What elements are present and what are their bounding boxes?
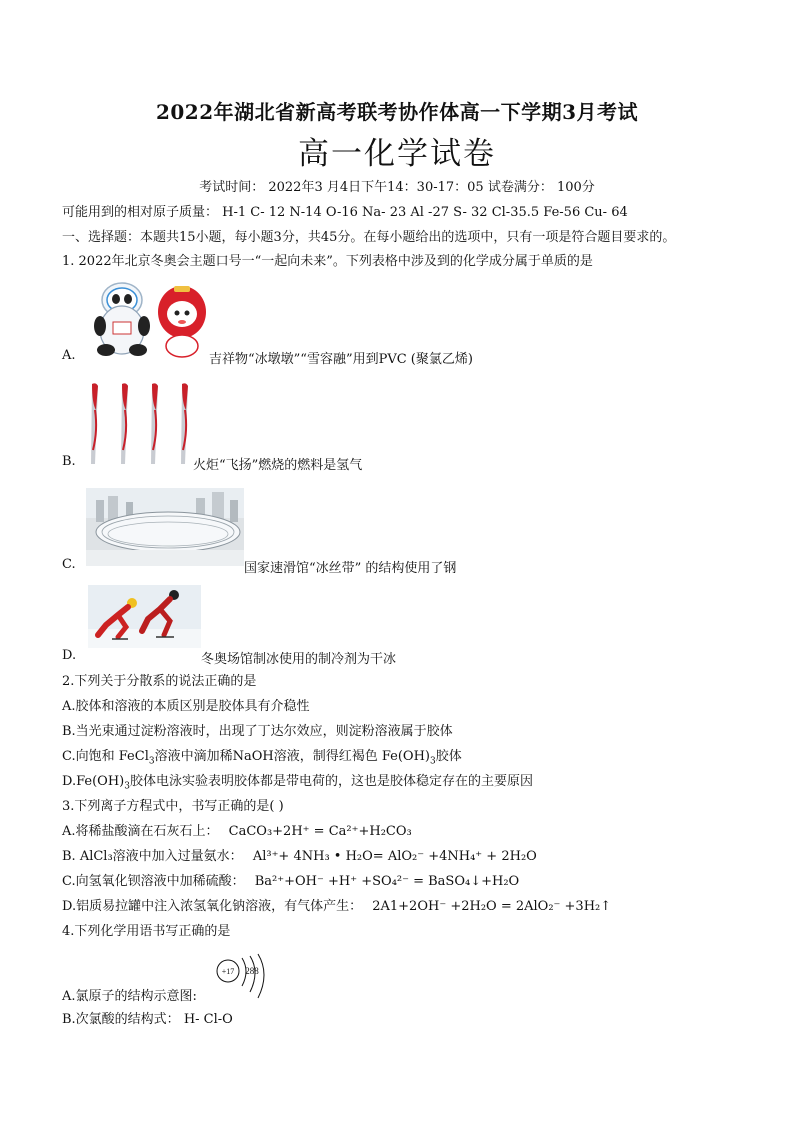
question-2-stem: 2.下列关于分散系的说法正确的是 xyxy=(62,674,257,689)
question-1-stem: 1. 2022年北京冬奥会主题口号一“一起向未来”。下列表格中涉及到的化学成分属于单质的是 xyxy=(62,254,593,269)
exam-time: 考试时间： 2022年3 月4日下午14：30-17：05 试卷满分： 100分 xyxy=(199,180,595,195)
atom-nucleus-label: +17 xyxy=(221,967,235,976)
question-4-stem: 4.下列化学用语书写正确的是 xyxy=(62,924,231,939)
q2-option-d: $D.Fe(OH)_3$胶体电泳实验表明胶体都是带电荷的，这也是胶体稳定存在的主要原因 xyxy=(62,774,533,792)
q1-option-b-letter: B. xyxy=(62,454,76,469)
q2-option-c: C.向饱和 FeCl$_3$溶液中滴加稀NaOH溶液，制得红褐色 $Fe(OH)_3$胶体 xyxy=(62,749,462,767)
q3-option-a: A.将稀盐酸滴在石灰石上： CaCO₃+2H⁺ = Ca²⁺+H₂CO₃ xyxy=(62,824,412,839)
atomic-masses: 可能用到的相对原子质量： H-1 C- 12 N-14 O-16 Na- 23 Al -27 S- 32 Cl-35.5 Fe-56 Cu- 64 xyxy=(62,205,628,220)
q1-option-a-letter: A. xyxy=(62,348,76,363)
q1-option-c-letter: C. xyxy=(62,557,76,572)
q1-option-a-text: 吉祥物“冰墩墩”“雪容融”用到PVC (聚氯乙烯) xyxy=(209,352,473,367)
exam-title: 2022年湖北省新高考联考协作体高一下学期3月考试 xyxy=(155,100,639,124)
q4-option-b: B.次氯酸的结构式： H- Cl-O xyxy=(62,1012,233,1027)
q4-option-a: A.氯原子的结构示意图: xyxy=(62,989,197,1004)
q3-option-c: C.向氢氧化钡溶液中加稀硫酸： Ba²⁺+OH⁻ +H⁺ +SO₄²⁻ = BaSO₄↓+H₂O xyxy=(62,874,520,889)
chlorine-atom-diagram xyxy=(214,952,276,1002)
torches-image xyxy=(86,380,194,468)
q1-option-b-text: 火炬“飞扬”燃烧的燃料是氢气 xyxy=(193,458,363,473)
mascots-image xyxy=(86,282,210,358)
q2-option-b: B.当光束通过淀粉溶液时，出现了丁达尔效应，则淀粉溶液属于胶体 xyxy=(62,724,453,739)
skaters-image xyxy=(88,585,201,648)
q3-option-d: D.铝质易拉罐中注入浓氢氧化钠溶液，有气体产生： 2A1+2OH⁻ +2H₂O = 2AlO₂⁻ +3H₂↑ xyxy=(62,899,612,914)
atom-shells-label: 288 xyxy=(245,966,259,976)
q1-option-d-letter: D. xyxy=(62,648,77,663)
q1-option-c-text: 国家速滑馆“冰丝带” 的结构使用了钢 xyxy=(244,561,457,576)
q3-option-b: B. AlCl₃溶液中加入过量氨水： Al³⁺+ 4NH₃ • H₂O= AlO₂⁻ +4NH₄⁺ + 2H₂O xyxy=(62,849,537,864)
exam-subtitle: 高一化学试卷 xyxy=(298,136,496,172)
q2-option-a: A.胶体和溶液的本质区别是胶体具有介稳性 xyxy=(62,699,310,714)
section-heading: 一、选择题：本题共15小题，每小题3分，共45分。在每小题给出的选项中，只有一项是符合题目要求的。 xyxy=(62,230,676,245)
q1-option-d-text: 冬奥场馆制冰使用的制冷剂为干冰 xyxy=(201,652,397,667)
speed-skating-oval-image xyxy=(86,488,244,566)
question-3-stem: 3.下列离子方程式中，书写正确的是( ) xyxy=(62,799,284,814)
